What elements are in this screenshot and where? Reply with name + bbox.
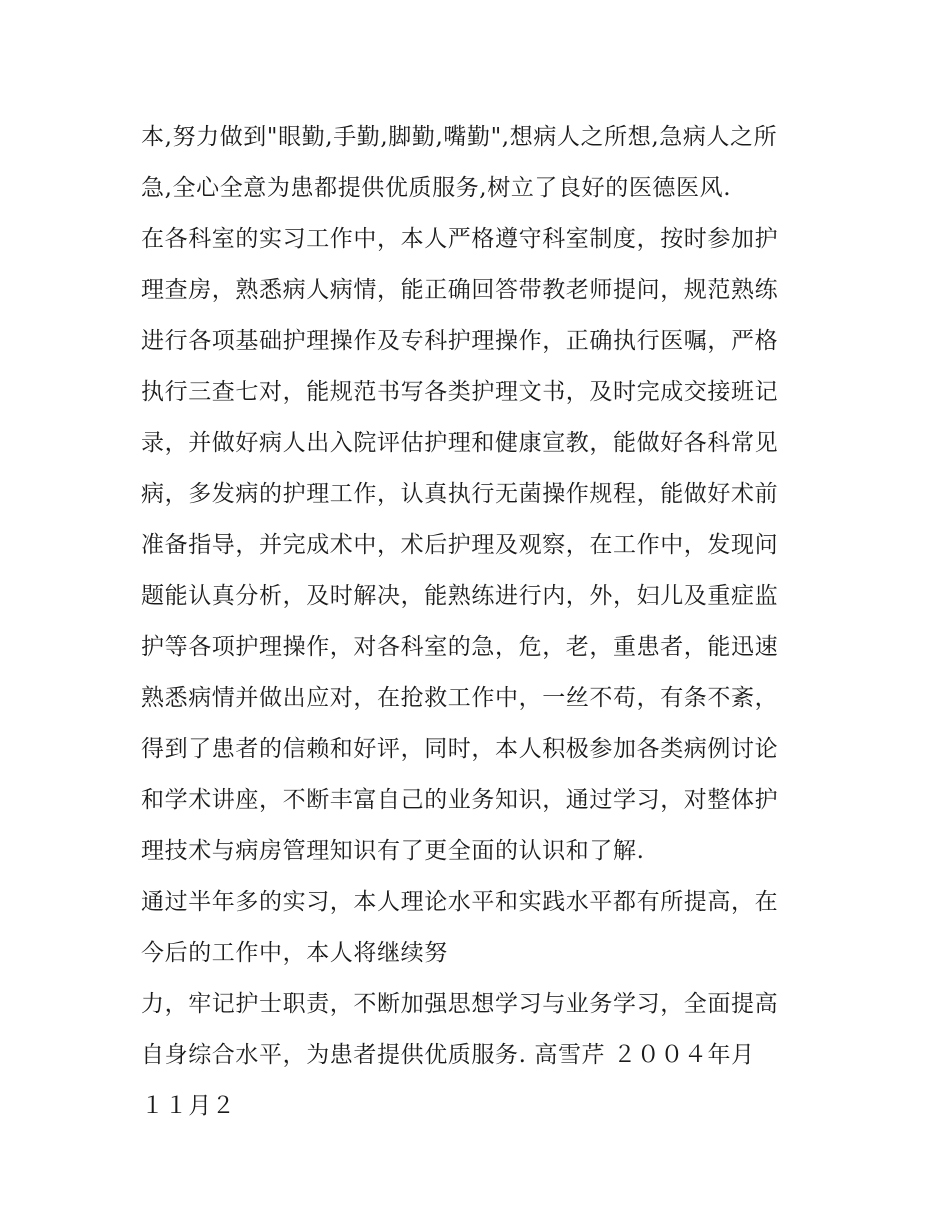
text-line: 本,努力做到"眼勤,手勤,脚勤,嘴勤",想病人之所想,急病人之所 [141,124,778,150]
text-line: 题能认真分析，及时解决，能熟练进行内，外，妇儿及重症监 [141,583,779,609]
text-line: １１月２ [141,1093,236,1119]
text-line: 执行三查七对，能规范书写各类护理文书，及时完成交接班记 [141,379,779,405]
text-line: 在各科室的实习工作中，本人严格遵守科室制度，按时参加护 [141,226,779,252]
text-line: 通过半年多的实习，本人理论水平和实践水平都有所提高，在 [141,889,779,915]
text-line: 理查房，熟悉病人病情，能正确回答带教老师提问，规范熟练 [141,277,779,303]
document-body [141,112,821,1132]
text-line: 得到了患者的信赖和好评，同时，本人积极参加各类病例讨论 [141,736,779,762]
text-line: 理技术与病房管理知识有了更全面的认识和了解. [141,838,645,864]
text-line: 护等各项护理操作，对各科室的急，危，老，重患者，能迅速 [141,634,779,660]
text-line: 准备指导，并完成术中，术后护理及观察，在工作中，发现问 [141,532,779,558]
text-line: 进行各项基础护理操作及专科护理操作，正确执行医嘱，严格 [141,328,779,354]
text-line: 今后的工作中，本人将继续努 [141,940,448,966]
text-line: 熟悉病情并做出应对，在抢救工作中，一丝不苟，有条不紊， [141,685,779,711]
text-line: 自身综合水平，为患者提供优质服务. 高雪芹 ２００４年月 [141,1042,755,1068]
text-line: 力，牢记护士职责，不断加强思想学习与业务学习，全面提高 [141,991,779,1017]
text-line: 和学术讲座，不断丰富自己的业务知识，通过学习，对整体护 [141,787,779,813]
text-line: 病，多发病的护理工作，认真执行无菌操作规程，能做好术前 [141,481,779,507]
text-line: 急,全心全意为患都提供优质服务,树立了良好的医德医风. [141,175,732,201]
text-line: 录，并做好病人出入院评估护理和健康宣教，能做好各科常见 [141,430,779,456]
